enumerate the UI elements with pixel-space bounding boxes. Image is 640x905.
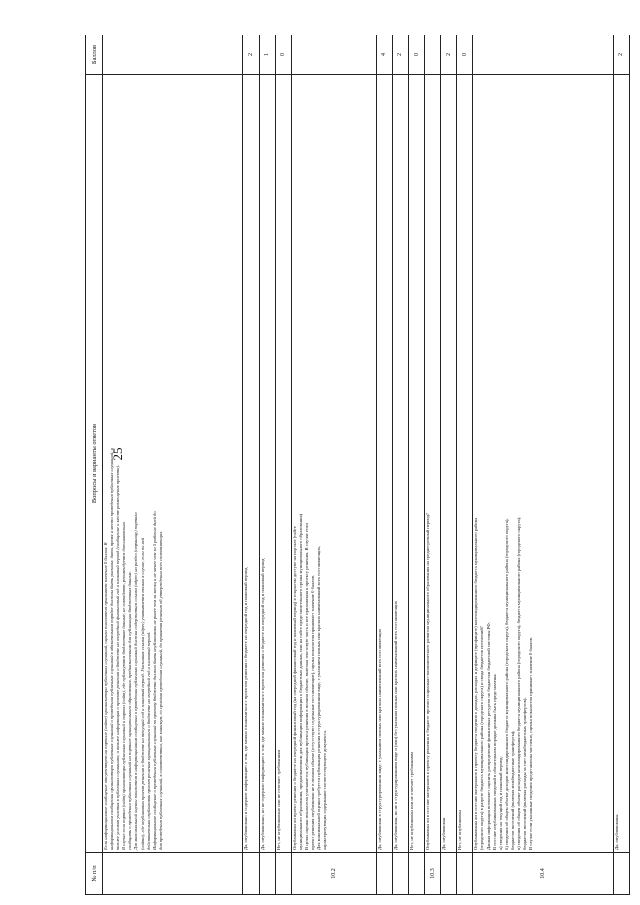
table-row bbox=[376, 35, 392, 895]
row-points bbox=[425, 35, 441, 75]
row-number: 10.3 bbox=[425, 853, 441, 895]
question-line: В составе опубликованных сведений в обязательном порядке должны быть представлены: bbox=[491, 673, 497, 850]
row-question bbox=[243, 75, 259, 853]
question-line: В целях оценки показателя учитывается публикация проекта решения в полном объеме, включая текстовую часть и все приложения к проекту решения. В случае если bbox=[303, 523, 309, 850]
question-line: Нет, не опубликован bbox=[457, 810, 463, 850]
table-row bbox=[425, 35, 441, 895]
table-row bbox=[259, 35, 275, 895]
row-question bbox=[259, 75, 275, 853]
table-row bbox=[103, 35, 243, 895]
question-line: Да, опубликовано, но не содержит информацию о том, где можно ознакомиться с проектом решения о бюджете на очередной год и плановый период bbox=[259, 558, 265, 850]
header-number: № п/п bbox=[86, 853, 103, 895]
row-question bbox=[291, 75, 376, 853]
row-question bbox=[275, 75, 291, 853]
question-line: Да, опубликовано и содержит информацию о том, где можно ознакомиться с проектом решения о бюджете на очередной год и плановый период bbox=[243, 567, 249, 850]
row-question bbox=[409, 75, 425, 853]
row-points bbox=[473, 35, 613, 75]
page-number: 25 bbox=[110, 447, 125, 461]
table-row bbox=[613, 35, 629, 895]
question-line: (сайта), где опубликован проект решения о бюджете на текущий год и плановый период. Указанная ссылка (адрес) учитывается только в случае, если по ней bbox=[139, 537, 145, 850]
evaluation-table bbox=[85, 35, 630, 895]
question-line: муниципального образования, предназначенном для публикации информации о бюджетных данных, или на сайте представительного органа муниципального образования) bbox=[297, 513, 303, 850]
row-number bbox=[243, 853, 259, 895]
row-points: 2 bbox=[243, 35, 259, 75]
question-line: Данная информация позволяет оценить распределение финансовых ресурсов по бюджетам бюджетной системы РФ. bbox=[485, 622, 491, 850]
row-points: 0 bbox=[457, 35, 473, 75]
question-line: Опубликован ли в составе материалов к проекту решения о бюджете прогноз социально-экономического развития муниципального образования на среднесрочный период? bbox=[425, 512, 431, 850]
question-line: характеризующих содержание соответствующего документа. bbox=[322, 730, 328, 850]
row-number bbox=[613, 853, 629, 895]
table-row bbox=[457, 35, 473, 895]
question-line: В случае если портал (сайт) организатора публичных слушаний и портал (сайт), где публикуются бюджетные данные, не совпадают, рекомендуется дополнительно bbox=[121, 521, 127, 850]
question-line: Нет, не опубликовано или не отвечает требованиям bbox=[275, 749, 281, 850]
question-line: бюджетов поселений (включая межбюджетные трансферты); bbox=[509, 730, 515, 850]
row-points: 2 bbox=[441, 35, 457, 75]
question-line: Нет, не опубликован или не отвечает требованиям bbox=[409, 752, 415, 850]
question-line: Опубликован ли проект решения о бюджете на очередной финансовый год (на очередной финансовый год и плановый период) в открытом доступе на портале (сайте bbox=[291, 526, 297, 850]
question-line: бюджетов поселений (включая расходы за счет межбюджетных трансфертов). bbox=[522, 697, 528, 850]
row-question bbox=[441, 75, 457, 853]
row-number bbox=[376, 853, 392, 895]
question-line: Для максимальной оценки требуется публикация решения в структурированном виде, с указанием полных или кратких наименований всех составляющих, bbox=[316, 545, 322, 850]
rotated-page bbox=[85, 35, 630, 895]
row-points: 2 bbox=[392, 35, 408, 75]
question-line: (городского округа) в разрезе бюджета муниципального района (городского округа) и свода бюджетов поселений? bbox=[479, 626, 485, 850]
table-header-row bbox=[86, 35, 103, 895]
row-points: 1 bbox=[259, 35, 275, 75]
header-points: Баллов bbox=[86, 35, 103, 75]
row-number bbox=[259, 853, 275, 895]
header-question: Вопросы и варианты ответов bbox=[86, 75, 103, 853]
row-question bbox=[376, 75, 392, 853]
row-number: 10.4 bbox=[473, 853, 613, 895]
row-number bbox=[441, 853, 457, 895]
table-row bbox=[243, 35, 259, 895]
table-viewport bbox=[85, 35, 630, 895]
row-question bbox=[392, 75, 408, 853]
question-line: информационном сообщении организатора публичных слушаний о проведении публичных слушаний в обязательном порядке должны быть указаны: дата, время и место проведения публичных слушаний; а bbox=[109, 447, 115, 850]
question-line: Для максимальной оценки показателя в информационном сообщении о проведении публичных слушаний должна содержаться ссылка (адрес) на раздел (страницу) портала bbox=[133, 512, 139, 850]
question-line: а) сведения на текущий год и плановый период; bbox=[497, 756, 503, 850]
row-points: 0 bbox=[275, 35, 291, 75]
row-points bbox=[291, 35, 376, 75]
row-number bbox=[392, 853, 408, 895]
table-row bbox=[409, 35, 425, 895]
table-row bbox=[392, 35, 408, 895]
question-line: Да, опубликован, но не в структурированном виде и (или) без указания полных или кратких наименований всех составляющих bbox=[392, 600, 398, 850]
question-line: сообщать о проведении публичных слушаний на портале муниципального образования, предназначенном для публикации бюджетных данных. bbox=[127, 571, 133, 850]
table-body bbox=[103, 35, 630, 895]
question-line: проект решения опубликован не в полном объеме (отсутствуют отдельные составляющие), оценка показателя принимает значение 0 баллов. bbox=[309, 574, 315, 850]
question-line: Информационное сообщение о проведении публичных слушаний по проекту бюджета должно быть опубликовано не ранее чем за месяц и не менее чем за 5 рабочих дней до bbox=[151, 511, 157, 850]
question-line: В случае если указанные сведения представлены частично, оценка показателя принимает значение 0 баллов. bbox=[528, 636, 534, 850]
table-row bbox=[291, 35, 376, 895]
row-points: 2 bbox=[613, 35, 629, 75]
question-line: дня проведения публичных слушаний, в соответствии, как минимум, со сроками проведения слушаний, до принятия решения об утверждении всех составляющих. bbox=[157, 530, 163, 850]
question-line: Если информационное сообщение отсутствует на портале (сайте) организатора публичных слушаний, оценка показателя принимает значение 0 баллов. В bbox=[103, 542, 108, 850]
row-question bbox=[103, 75, 243, 853]
row-points: 0 bbox=[409, 35, 425, 75]
row-points: 4 bbox=[376, 35, 392, 75]
row-question bbox=[473, 75, 613, 853]
question-line: б) сведения об общем объеме доходов консолидированного бюджета муниципального района (городского округа), бюджета муниципального района (городского округа), bbox=[503, 518, 509, 850]
table-row bbox=[275, 35, 291, 895]
row-question bbox=[457, 75, 473, 853]
row-number bbox=[457, 853, 473, 895]
row-points bbox=[103, 35, 243, 75]
row-number bbox=[103, 853, 243, 895]
question-line: Опубликованы ли в составе материалов к проекту бюджета сведения о доходах, расходах и дефиците (профиците) консолидированного бюджета муниципального района bbox=[473, 517, 479, 850]
question-line: в) сведения об общем объеме расходов консолидированного бюджета муниципального района (городского округа), бюджета муниципального района (городского округа), bbox=[515, 516, 521, 850]
row-number: 10.2 bbox=[291, 853, 376, 895]
question-line: Да, опубликован bbox=[441, 817, 447, 850]
question-line: Да, опубликованы bbox=[613, 814, 619, 850]
row-number bbox=[275, 853, 291, 895]
row-number bbox=[409, 853, 425, 895]
table-row bbox=[473, 35, 613, 895]
question-line: Да, опубликован в структурированном виде, с указанием полных или кратких наименований всех составляющих bbox=[376, 628, 382, 850]
row-question bbox=[613, 75, 629, 853]
table-row bbox=[441, 35, 457, 895]
question-line: также условия участия в публичных слушаниях; а также информация о проекте решения о бюджете на очередной финансовый год и плановый период (сообщение о месте размещения проекта). bbox=[115, 464, 121, 850]
row-question bbox=[425, 75, 441, 853]
question-line: действительно опубликован проект решения муниципального о бюджете на очередной год и плановый период. bbox=[145, 631, 151, 850]
